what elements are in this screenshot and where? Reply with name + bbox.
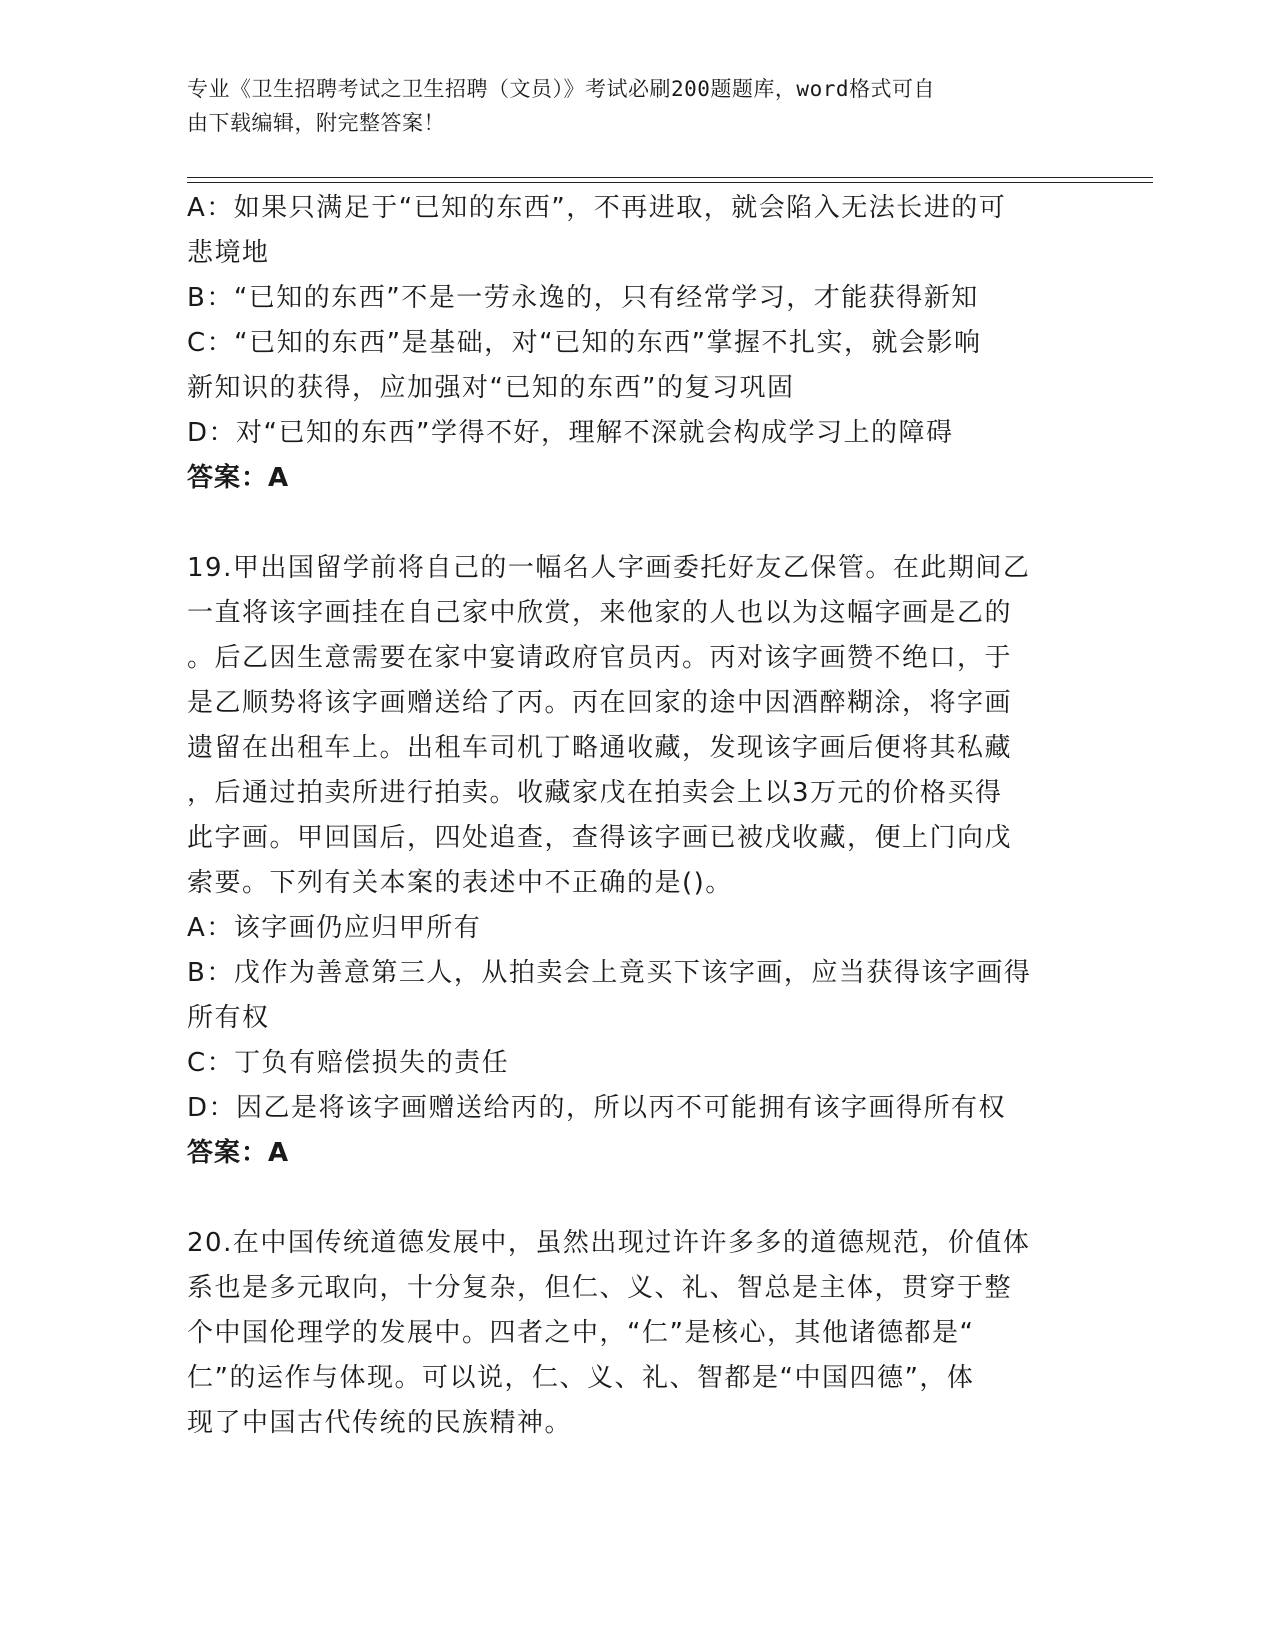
question-20-stem-line: 系也是多元取向，十分复杂，但仁、义、礼、智总是主体，贯穿于整 — [187, 1273, 1013, 1303]
option-c-line-1: C：“已知的东西”是基础，对“已知的东西”掌握不扎实，就会影响 — [187, 328, 982, 358]
question-19-stem-line: 此字画。甲回国后，四处追查，查得该字画已被戊收藏，便上门向戊 — [187, 823, 1013, 853]
question-19-stem-line: 一直将该字画挂在自己家中欣赏，来他家的人也以为这幅字画是乙的 — [187, 598, 1013, 628]
question-20-stem-line: 现了中国古代传统的民族精神。 — [187, 1408, 573, 1438]
question-19 — [187, 546, 1067, 1176]
question-19-stem-line: ，后通过拍卖所进行拍卖。收藏家戊在拍卖会上以3万元的价格买得 — [187, 778, 1003, 808]
option-b: B：“已知的东西”不是一劳永逸的，只有经常学习，才能获得新知 — [187, 283, 979, 313]
answer-19: 答案：A — [187, 1138, 290, 1168]
question-20 — [187, 1221, 1067, 1446]
document-header — [187, 72, 1067, 140]
question-19-stem-line: 是乙顺势将该字画赠送给了丙。丙在回家的途中因酒醉糊涂，将字画 — [187, 688, 1013, 718]
question-19-stem-line: 。后乙因生意需要在家中宴请政府官员丙。丙对该字画赞不绝口，于 — [187, 643, 1013, 673]
question-18-options — [187, 186, 1067, 501]
option-c: C：丁负有赔偿损失的责任 — [187, 1048, 510, 1078]
option-a-line-1: A：如果只满足于“已知的东西”，不再进取，就会陷入无法长进的可 — [187, 193, 1007, 223]
question-20-stem-line: 个中国伦理学的发展中。四者之中，“仁”是核心，其他诸德都是“ — [187, 1318, 975, 1348]
header-line-2: 由下载编辑，附完整答案！ — [187, 111, 445, 135]
question-19-stem-line: 遗留在出租车上。出租车司机丁略通收藏，发现该字画后便将其私藏 — [187, 733, 1013, 763]
header-line-1: 专业《卫生招聘考试之卫生招聘（文员）》考试必刷200题题库，word格式可自 — [187, 77, 935, 101]
option-d: D：对“已知的东西”学得不好，理解不深就会构成学习上的障碍 — [187, 418, 954, 448]
question-19-stem-line: 索要。下列有关本案的表述中不正确的是()。 — [187, 868, 733, 898]
option-a-line-2: 悲境地 — [187, 238, 270, 268]
spacer — [187, 501, 1067, 546]
option-b-line-1: B：戊作为善意第三人，从拍卖会上竟买下该字画，应当获得该字画得 — [187, 958, 1032, 988]
option-c-line-2: 新知识的获得，应加强对“已知的东西”的复习巩固 — [187, 373, 795, 403]
option-a: A：该字画仍应归甲所有 — [187, 913, 482, 943]
option-d: D：因乙是将该字画赠送给丙的，所以丙不可能拥有该字画得所有权 — [187, 1093, 1007, 1123]
question-content — [187, 186, 1067, 1446]
answer-18: 答案：A — [187, 463, 290, 493]
question-20-stem-line: 20.在中国传统道德发展中，虽然出现过许许多多的道德规范，价值体 — [187, 1228, 1031, 1258]
header-divider-top — [187, 177, 1153, 178]
spacer — [187, 1176, 1067, 1221]
question-20-stem-line: 仁”的运作与体现。可以说，仁、义、礼、智都是“中国四德”，体 — [187, 1363, 975, 1393]
header-divider-bottom — [187, 182, 1153, 183]
option-b-line-2: 所有权 — [187, 1003, 270, 1033]
question-19-stem-line: 19.甲出国留学前将自己的一幅名人字画委托好友乙保管。在此期间乙 — [187, 553, 1031, 583]
